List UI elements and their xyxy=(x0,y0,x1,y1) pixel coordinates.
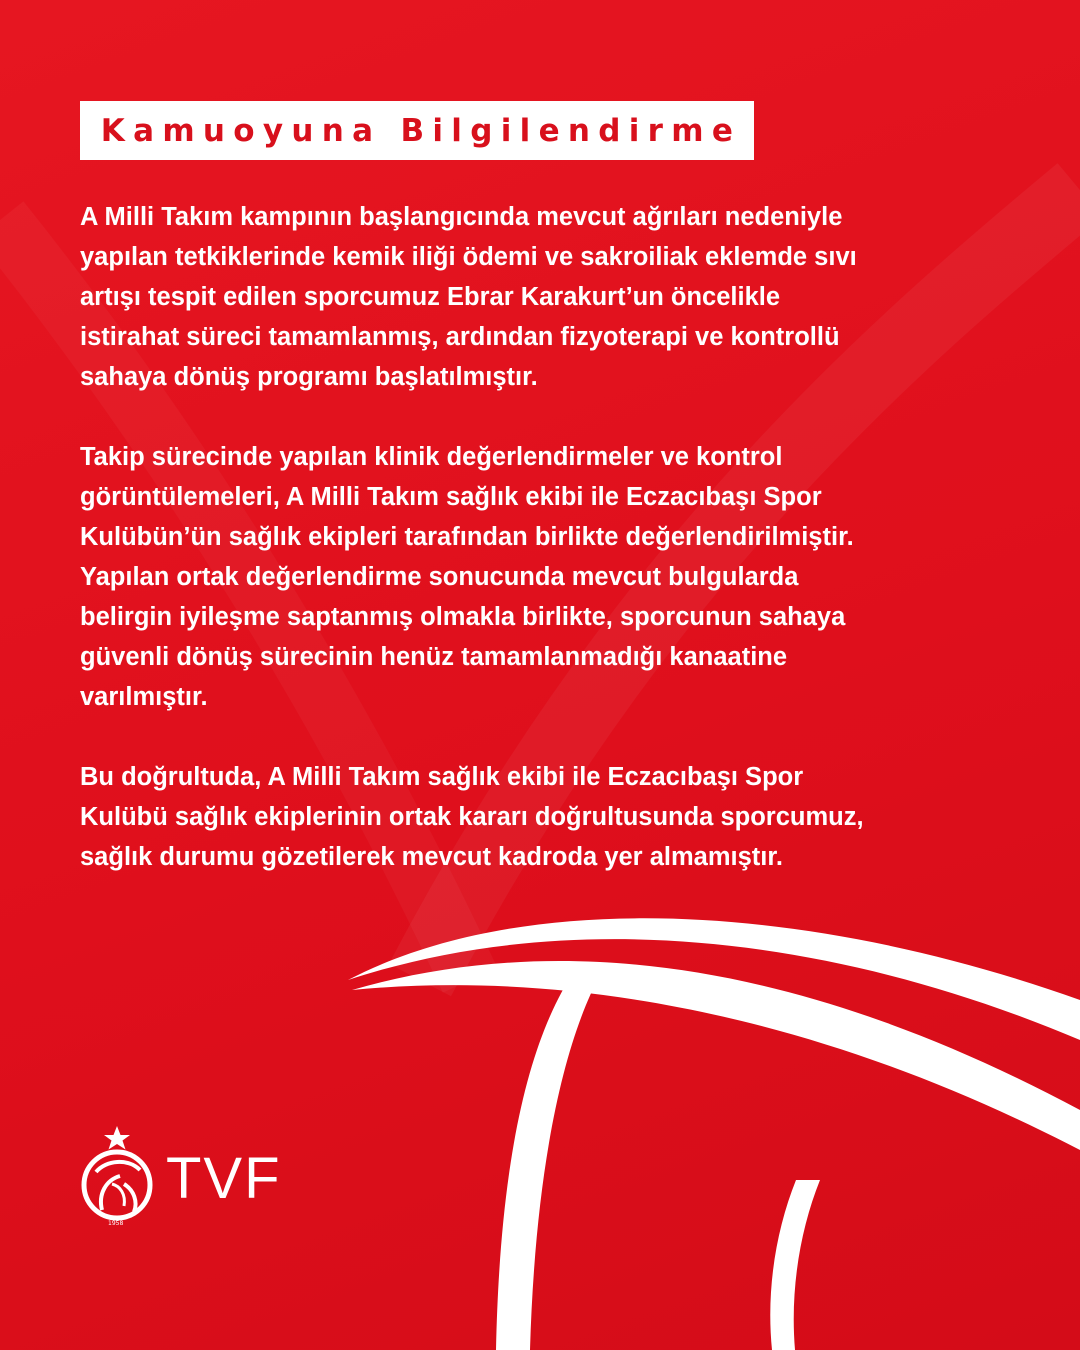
tvf-logo xyxy=(76,1124,282,1234)
paragraph-1: A Milli Takım kampının başlangıcında mevcut ağrıları nedeniyle yapılan tetkiklerinde kemik iliği ödemi ve sakroiliak eklemde sıvı artışı tespit edilen sporcumuz Ebrar Karakurt’un öncelikle istirahat süreci tamamlanmış, ardından fizyoterapi ve kontrollü sahaya dönüş programı başlatılmıştır. xyxy=(80,203,857,391)
logo-year: 1958 xyxy=(108,1220,124,1227)
announcement-body xyxy=(80,197,1010,917)
paragraph-3: Bu doğrultuda, A Milli Takım sağlık ekibi ile Eczacıbaşı Spor Kulübü sağlık ekiplerinin ortak kararı doğrultusunda sporcumuz, sağlık durumu gözetilerek mevcut kadroda yer almamıştır. xyxy=(80,763,864,871)
logo-text: TVF xyxy=(166,1146,282,1211)
volleyball-star-icon xyxy=(76,1124,158,1230)
title-banner xyxy=(80,101,754,160)
paragraph-2: Takip sürecinde yapılan klinik değerlendirmeler ve kontrol görüntülemeleri, A Milli Takım sağlık ekibi ile Eczacıbaşı Spor Kulübün’ün sağlık ekipleri tarafından birlikte değerlendirilmiştir. Yapılan ortak değerlendirme sonucunda mevcut bulgularda belirgin iyileşme saptanmış olmakla birlikte, sporcunun sahaya güvenli dönüş sürecinin henüz tamamlanmadığı kanaatine varılmıştır. xyxy=(80,443,854,711)
page-title: Kamuoyuna Bilgilendirme xyxy=(100,112,742,149)
